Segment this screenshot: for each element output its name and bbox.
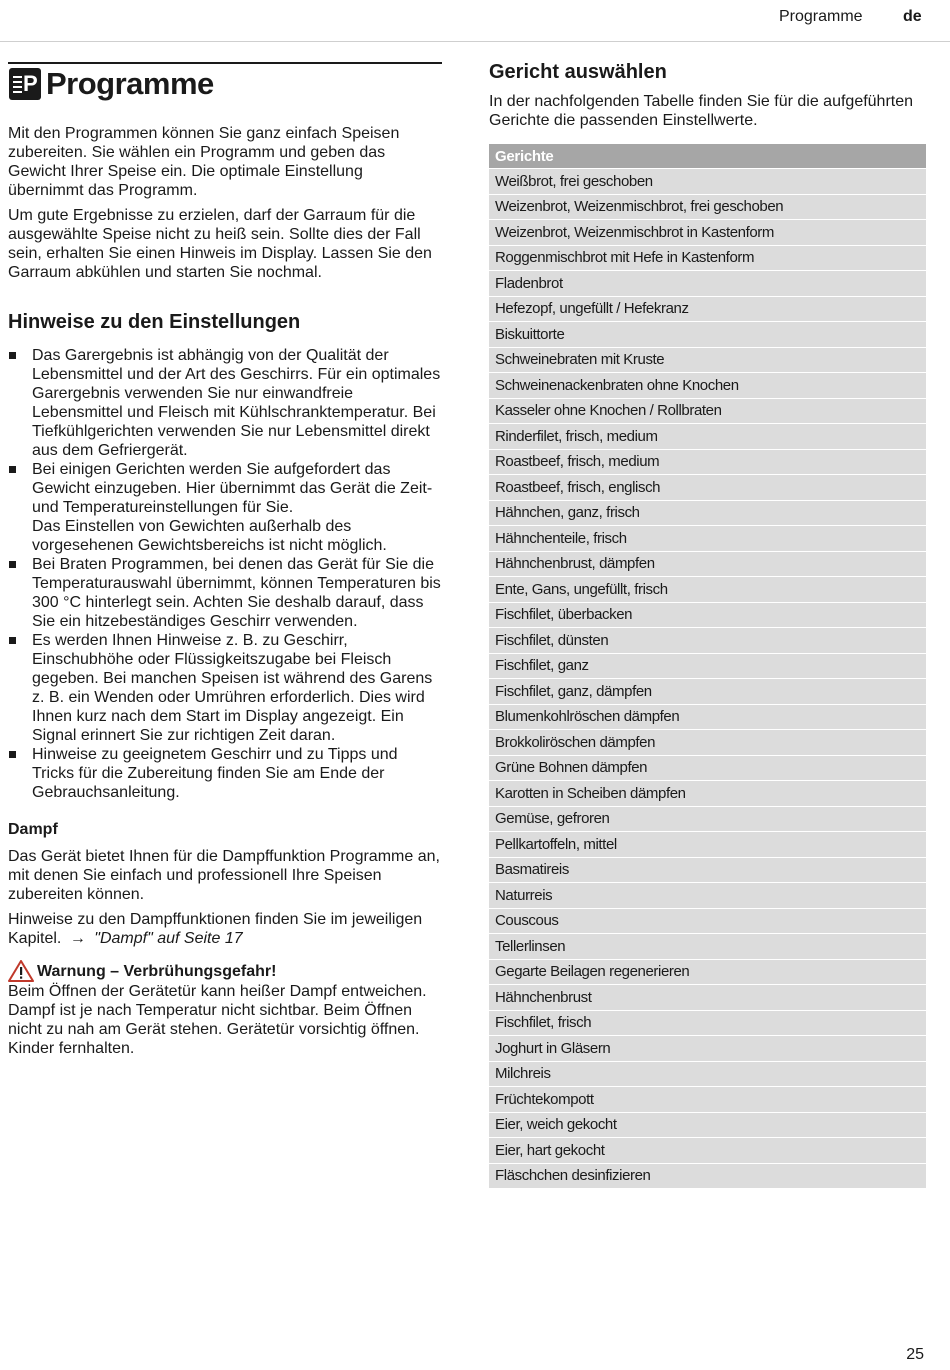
dish-cell: Grüne Bohnen dämpfen <box>489 756 926 782</box>
header-language-code: de <box>903 8 922 25</box>
hint-item: Bei Braten Programmen, bei denen das Gerät für Sie die Temperaturauswahl übernimmt, können Temperaturen bis 300 °C hinterlegt sein. Achten Sie deshalb darauf, dass Sie ein hitzebeständiges Geschirr verwenden. <box>8 555 442 631</box>
hint-text-continued: Das Einstellen von Gewichten außerhalb des vorgesehenen Gewichtsbereichs ist nicht möglich. <box>32 518 387 554</box>
table-row <box>489 781 926 807</box>
page-number: 25 <box>906 1346 924 1363</box>
table-row <box>489 832 926 858</box>
dish-cell: Rinderfilet, frisch, medium <box>489 424 926 450</box>
dish-cell: Hähnchenbrust <box>489 985 926 1011</box>
warning-title: Warnung – Verbrühungsgefahr! <box>37 962 277 980</box>
table-row <box>489 628 926 654</box>
hint-item <box>8 460 442 555</box>
hints-heading: Hinweise zu den Einstellungen <box>8 311 301 333</box>
dish-cell: Schweinebraten mit Kruste <box>489 348 926 374</box>
table-row <box>489 909 926 935</box>
right-column <box>489 60 925 1189</box>
table-row <box>489 1164 926 1190</box>
dish-cell: Gegarte Beilagen regenerieren <box>489 960 926 986</box>
table-row <box>489 934 926 960</box>
dish-cell: Fläschchen desinfizieren <box>489 1164 926 1190</box>
table-row <box>489 322 926 348</box>
arrow-right-icon: → <box>69 930 86 947</box>
dish-cell: Weizenbrot, Weizenmischbrot, frei geschoben <box>489 195 926 221</box>
dish-cell: Tellerlinsen <box>489 934 926 960</box>
table-row <box>489 271 926 297</box>
table-row <box>489 220 926 246</box>
table-row <box>489 552 926 578</box>
table-row <box>489 297 926 323</box>
table-row <box>489 373 926 399</box>
table-row <box>489 450 926 476</box>
table-row <box>489 756 926 782</box>
dish-cell: Blumenkohlröschen dämpfen <box>489 705 926 731</box>
dish-cell: Roggenmischbrot mit Hefe in Kastenform <box>489 246 926 272</box>
table-row <box>489 654 926 680</box>
dish-cell: Schweinenackenbraten ohne Knochen <box>489 373 926 399</box>
warning-heading <box>8 960 442 982</box>
table-row <box>489 475 926 501</box>
dish-cell: Roastbeef, frisch, medium <box>489 450 926 476</box>
table-row <box>489 424 926 450</box>
dish-cell: Gemüse, gefroren <box>489 807 926 833</box>
table-row <box>489 960 926 986</box>
warning-triangle-icon <box>8 960 34 982</box>
table-row <box>489 195 926 221</box>
table-row <box>489 246 926 272</box>
table-row <box>489 501 926 527</box>
dish-cell: Brokkoliröschen dämpfen <box>489 730 926 756</box>
dish-cell: Hähnchen, ganz, frisch <box>489 501 926 527</box>
table-row <box>489 858 926 884</box>
table-row <box>489 1087 926 1113</box>
header-section-title: Programme <box>779 8 863 25</box>
table-row <box>489 1138 926 1164</box>
header-divider <box>0 41 950 42</box>
hint-item: Es werden Ihnen Hinweise z. B. zu Geschirr, Einschubhöhe oder Flüssigkeitszugabe bei Fleisch gegeben. Bei manchen Speisen ist während des Garens z. B. ein Wenden oder Umrühren erforderlich. Dies wird Ihnen kurz nach dem Start im Display angezeigt. Ein Signal erinnert Sie zur richtigen Zeit daran. <box>8 631 442 745</box>
dish-cell: Hefezopf, ungefüllt / Hefekranz <box>489 297 926 323</box>
hint-item: Hinweise zu geeignetem Geschirr und zu Tipps und Tricks für die Zubereitung finden Sie am Ende der Gebrauchsanleitung. <box>8 745 442 802</box>
dish-cell: Biskuittorte <box>489 322 926 348</box>
table-row <box>489 1011 926 1037</box>
table-row <box>489 807 926 833</box>
table-row <box>489 679 926 705</box>
table-row <box>489 1036 926 1062</box>
dish-cell: Kasseler ohne Knochen / Rollbraten <box>489 399 926 425</box>
dish-cell: Karotten in Scheiben dämpfen <box>489 781 926 807</box>
table-row <box>489 1062 926 1088</box>
table-row <box>489 169 926 195</box>
table-row <box>489 883 926 909</box>
intro-text <box>8 124 442 282</box>
dish-cell: Fischfilet, dünsten <box>489 628 926 654</box>
page-reference-link[interactable]: "Dampf" auf Seite 17 <box>94 930 243 947</box>
dish-cell: Fischfilet, frisch <box>489 1011 926 1037</box>
table-row <box>489 730 926 756</box>
table-row <box>489 603 926 629</box>
dish-cell: Hähnchenbrust, dämpfen <box>489 552 926 578</box>
dish-cell: Roastbeef, frisch, englisch <box>489 475 926 501</box>
intro-paragraph: Mit den Programmen können Sie ganz einfach Speisen zubereiten. Sie wählen ein Programm und geben das Gewicht Ihrer Speise ein. Die optimale Einstellung übernimmt das Programm. <box>8 125 400 199</box>
dish-cell: Eier, weich gekocht <box>489 1113 926 1139</box>
dishes-table-body <box>489 169 926 1189</box>
dish-cell: Ente, Gans, ungefüllt, frisch <box>489 577 926 603</box>
dish-cell: Milchreis <box>489 1062 926 1088</box>
dishes-table <box>489 144 926 1189</box>
dish-cell: Früchtekompott <box>489 1087 926 1113</box>
dish-cell: Naturreis <box>489 883 926 909</box>
table-row <box>489 348 926 374</box>
dampf-reference <box>8 910 442 948</box>
hint-item: Das Garergebnis ist abhängig von der Qualität der Lebensmittel und der Art des Geschirrs. Für ein optimales Garergebnis verwenden Sie nur einwandfreie Lebensmittel und Fleisch mit Kühlschranktemperatur. Bei Tiefkühlgerichten verwenden Sie nur Lebensmittel direkt aus dem Gefriergerät. <box>8 346 442 460</box>
dish-cell: Fladenbrot <box>489 271 926 297</box>
dish-cell: Pellkartoffeln, mittel <box>489 832 926 858</box>
dish-cell: Fischfilet, überbacken <box>489 603 926 629</box>
chapter-title-block <box>8 62 442 104</box>
hint-text: Bei einigen Gerichten werden Sie aufgefordert das Gewicht einzugeben. Hier übernimmt das Gerät die Zeit- und Temperatureinstellungen für Sie. <box>32 461 433 516</box>
table-row <box>489 705 926 731</box>
table-row <box>489 399 926 425</box>
section-lead-text: In der nachfolgenden Tabelle finden Sie für die aufgeführten Gerichte die passenden Einstellwerte. <box>489 93 914 129</box>
table-row <box>489 526 926 552</box>
programme-p-icon: P <box>9 68 41 100</box>
table-row <box>489 1113 926 1139</box>
dish-cell: Basmatireis <box>489 858 926 884</box>
intro-paragraph: Um gute Ergebnisse zu erzielen, darf der Garraum für die ausgewählte Speise nicht zu heiß sein. Sollte dies der Fall sein, erhalten Sie einen Hinweis im Display. Lassen Sie den Garraum abkühlen und starten Sie nochmal. <box>8 207 432 281</box>
dish-cell: Fischfilet, ganz <box>489 654 926 680</box>
dish-cell: Couscous <box>489 909 926 935</box>
dish-cell: Hähnchenteile, frisch <box>489 526 926 552</box>
dampf-heading: Dampf <box>8 821 58 838</box>
table-row <box>489 985 926 1011</box>
page-title: Programme <box>46 66 214 101</box>
left-column <box>8 62 442 1058</box>
warning-text: Beim Öffnen der Gerätetür kann heißer Dampf entweichen. Dampf ist je nach Temperatur nicht sichtbar. Beim Öffnen nicht zu nah am Gerät stehen. Gerätetür vorsichtig öffnen. Kinder fernhalten. <box>8 983 427 1057</box>
table-header-dishes: Gerichte <box>489 144 926 169</box>
hints-list <box>8 346 442 802</box>
dampf-reference-text: Hinweise zu den Dampffunktionen finden Sie im jeweiligen Kapitel. <box>8 911 423 947</box>
table-row <box>489 577 926 603</box>
dish-cell: Weizenbrot, Weizenmischbrot in Kastenform <box>489 220 926 246</box>
section-heading: Gericht auswählen <box>489 61 667 83</box>
dish-cell: Joghurt in Gläsern <box>489 1036 926 1062</box>
dish-cell: Fischfilet, ganz, dämpfen <box>489 679 926 705</box>
dampf-paragraph: Das Gerät bietet Ihnen für die Dampffunktion Programme an, mit denen Sie einfach und professionell Ihre Speisen zubereiten können. <box>8 848 440 903</box>
dish-cell: Eier, hart gekocht <box>489 1138 926 1164</box>
dish-cell: Weißbrot, frei geschoben <box>489 169 926 195</box>
table-header-row <box>489 144 926 169</box>
